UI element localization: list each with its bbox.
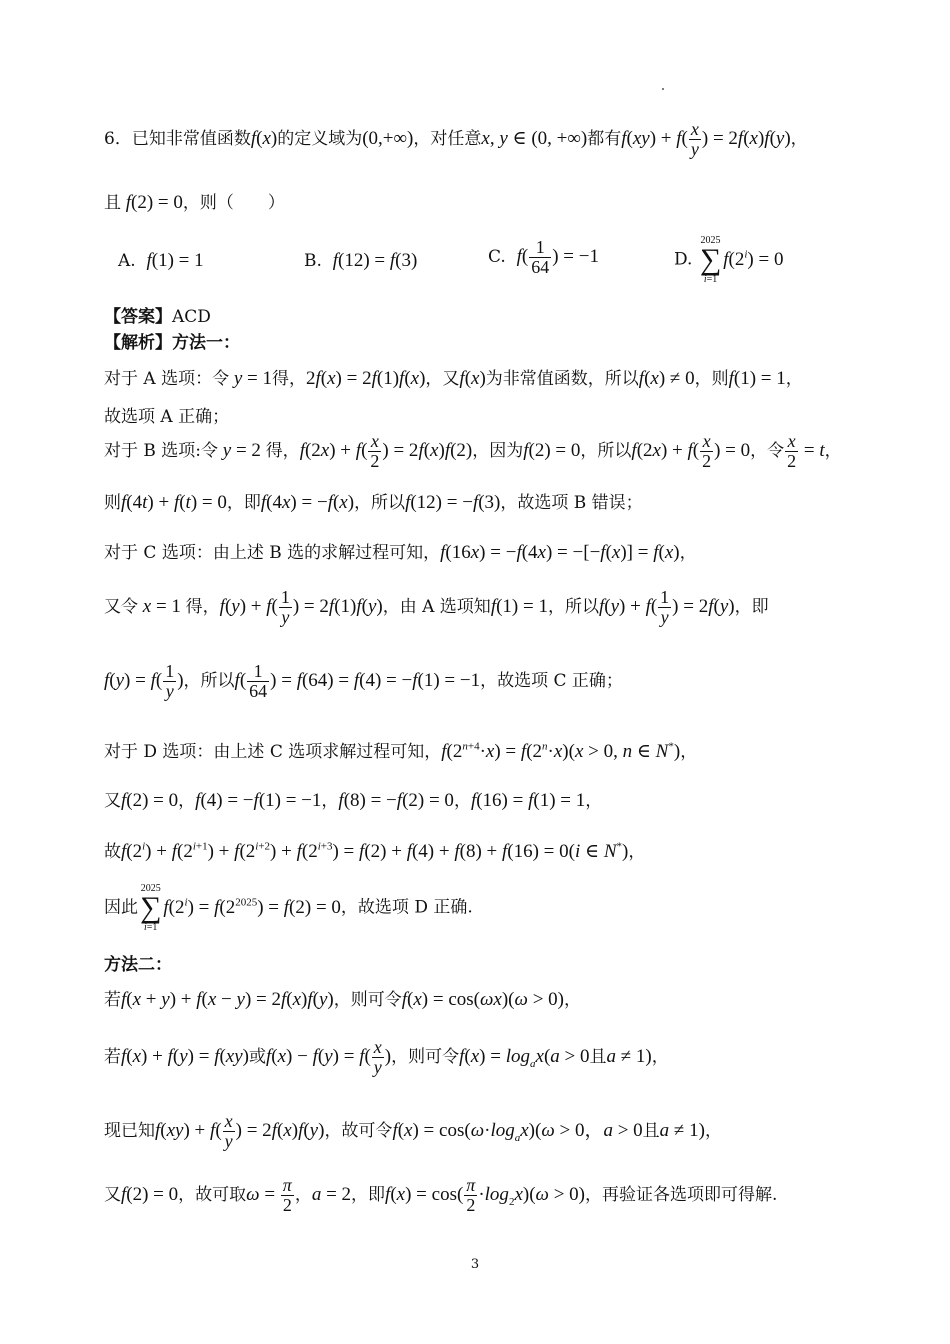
- speck: [662, 88, 664, 90]
- method-2-line-3: 现已知f(xy) + f( $\frac{x}{y}$ ) = 2f(x)f(y)，故可令$f(x) = \cos(\omega\cdot\log_ax)(\omega > 0$，a > 0且a ≠ 1)，: [104, 1111, 722, 1151]
- answer-line: 【答案】ACD: [104, 307, 211, 327]
- option-b-analysis-2: 则f(4t) + f(t) = 0，即f(4x) = −f(x)，所以f(12) = −f(3)，故选项 B 错误；: [104, 492, 643, 513]
- method-2-line-2: 若f(x) + f(y) = f(xy)或f(x) − f(y) = f( $\frac{x}{y}$ )，则可令$f(x) = \log_ax(a > 0$且a ≠ 1)，: [104, 1037, 669, 1077]
- question-line-2: 且 f(2) = 0，则（ ）: [104, 192, 285, 213]
- option-a-analysis-2: 故选项 A 正确；: [104, 407, 230, 427]
- option-c: C. f( $\frac{1}{64}$ ) = −1: [488, 237, 599, 277]
- analysis-heading: 【解析】方法一：: [104, 333, 240, 353]
- option-d-analysis-1: 对于 D 选项：由上述 C 选项求解过程可知，$f(2^{n+4}\cdot x) = f(2^n\cdot x)(x > 0$, n ∈ N*)，: [104, 740, 698, 762]
- question-line-1: 6．已知非常值函数f(x)的定义域为(0,+∞)，对任意x, y ∈ (0, +∞)都有f(xy) + f( $\frac{x}{y}$ ) = 2f(x)f(y)，: [104, 119, 808, 159]
- method-2-line-1: 若f(x + y) + f(x − y) = 2f(x)f(y)，则可令f(x) = cos(ωx)(ω > 0)，: [104, 989, 581, 1010]
- option-c-analysis-2: 又令 x = 1 得，f(y) + f( $\frac{1}{y}$ ) = 2f(1)f(y)，由 A 选项知f(1) = 1，所以f(y) + f( $\frac{1}{y}$ ) = 2f(y)，即: [104, 587, 769, 627]
- page-number: 3: [470, 1257, 480, 1272]
- method-2-heading: 方法二：: [104, 955, 172, 975]
- option-d-analysis-2: 又f(2) = 0，f(4) = −f(1) = −1，f(8) = −f(2) = 0，f(16) = f(1) = 1，: [104, 790, 603, 811]
- option-d-analysis-3: 故$f(2^i) + f(2^{i+1}) + f(2^{i+2}) + f(2^{i+3}) = f(2) + f(4) + f(8) + f(16) = 0(i$ ∈ N*)，: [104, 840, 646, 862]
- option-b-analysis-1: 对于 B 选项:令 y = 2 得，f(2x) + f( $\frac{x}{2}$ ) = 2f(x)f(2)，因为f(2) = 0，所以f(2x) + f( $\frac{x}{2}$ ) = 0，令 $\frac{x}{2}$ = t，: [104, 431, 842, 471]
- option-c-analysis-3: f(y) = f( $\frac{1}{y}$ )，所以f( $\frac{1}{64}$ ) = f(64) = f(4) = −f(1) = −1，故选项 C 正确；: [104, 661, 623, 701]
- option-c-analysis-1: 对于 C 选项：由上述 B 选的求解过程可知，f(16x) = −f(4x) = −[−f(x)] = f(x)，: [104, 542, 697, 563]
- option-a: A. f(1) = 1: [118, 250, 204, 271]
- option-d: D. 2025 ∑ i=1 $f(2^i) = 0$: [674, 235, 784, 285]
- option-a-analysis-1: 对于 A 选项：令 y = 1得，2f(x) = 2f(1)f(x)，又f(x)为非常值函数，所以f(x) ≠ 0，则f(1) = 1，: [104, 368, 803, 389]
- option-b: B. f(12) = f(3): [304, 250, 418, 271]
- option-d-analysis-4: 因此 2025 ∑ i=1 $f(2^i) = f(2^{2025}) = f(2) = 0$，故选项 D 正确.: [104, 883, 473, 933]
- method-2-line-4: 又f(2) = 0，故可取ω = $\frac{\pi}{2}$ ，a = 2，即f(x) = cos( $\frac{\pi}{2}$ $\cdot\log_2x)(\omega > 0)$，再验证各选项即可得解.: [104, 1175, 778, 1215]
